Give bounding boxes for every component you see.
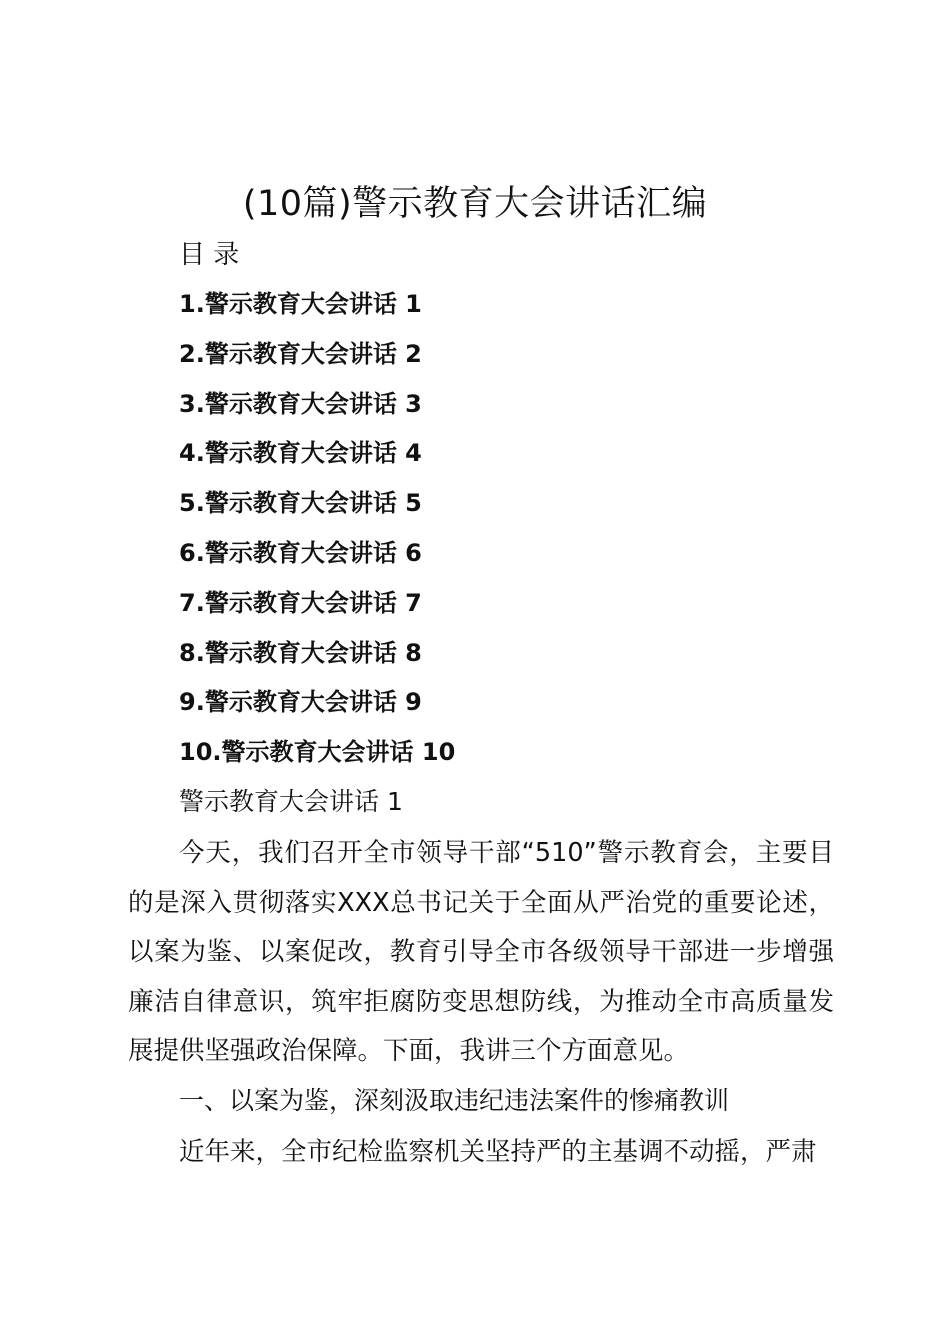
speech-subheading-1: 一、以案为鉴，深刻汲取违纪违法案件的惨痛教训 [179, 1086, 730, 1115]
toc-item-5[interactable]: 5.警示教育大会讲话 5 [179, 489, 422, 518]
toc-item-2[interactable]: 2.警示教育大会讲话 2 [179, 339, 422, 368]
toc-item-1[interactable]: 1.警示教育大会讲话 1 [179, 290, 422, 318]
toc-item-6[interactable]: 6.警示教育大会讲话 6 [179, 538, 422, 567]
speech-paragraph-1: 今天，我们召开全市领导干部“510”警示教育会，主要目的是深入贯彻落实XXX总书记关于全面从严治党的重要论述，以案为鉴、以案促改，教育引导全市各级领导干部进一步增强廉洁自律意识，筑牢拒腐防变思想防线，为推动全市高质量发展提供坚强政治保障。下面，我讲三个方面意见。 [128, 838, 834, 1067]
toc-item-10[interactable]: 10.警示教育大会讲话 10 [179, 738, 456, 767]
speech-paragraph-2: 近年来，全市纪检监察机关坚持严的主基调不动摇，严肃 [179, 1137, 817, 1167]
toc-item-7[interactable]: 7.警示教育大会讲话 7 [179, 588, 422, 617]
toc-item-4[interactable]: 4.警示教育大会讲话 4 [179, 439, 422, 468]
toc-item-3[interactable]: 3.警示教育大会讲话 3 [179, 389, 422, 418]
document-title: (10篇)警示教育大会讲话汇编 [242, 184, 708, 224]
toc-heading: 目 录 [179, 240, 240, 270]
toc-list [179, 287, 455, 785]
toc-item-8[interactable]: 8.警示教育大会讲话 8 [179, 638, 422, 667]
toc-item-9[interactable]: 9.警示教育大会讲话 9 [179, 688, 422, 717]
speech-heading: 警示教育大会讲话 1 [179, 787, 403, 816]
